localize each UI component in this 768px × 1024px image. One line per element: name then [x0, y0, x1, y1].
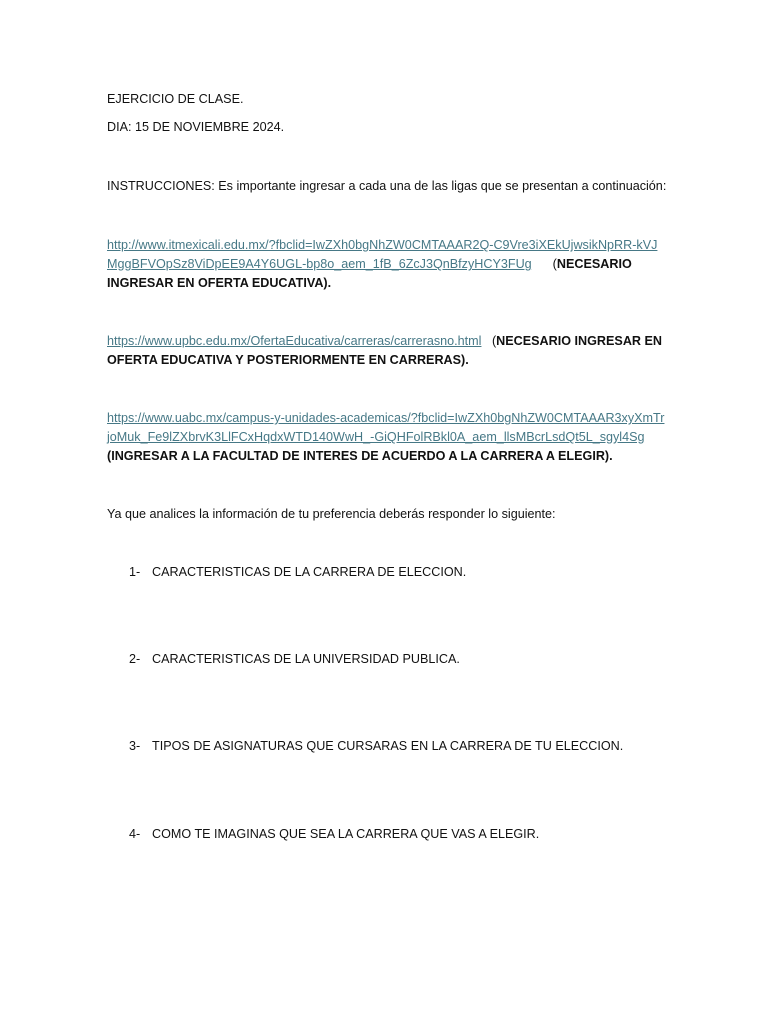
question-item [107, 563, 667, 582]
question-text: CARACTERISTICAS DE LA UNIVERSIDAD PUBLICA. [152, 652, 460, 666]
document-date: DIA: 15 DE NOVIEMBRE 2024. [107, 120, 285, 134]
link-note-open: ( [491, 334, 497, 348]
question-number: 1- [129, 565, 141, 579]
question-text: COMO TE IMAGINAS QUE SEA LA CARRERA QUE VAS A ELEGIR. [152, 827, 540, 841]
link-block-upbc [107, 332, 667, 370]
question-item [107, 825, 667, 844]
link-note-open: ( [552, 257, 557, 271]
link-itmexicali[interactable]: http://www.itmexicali.edu.mx/?fbclid=IwZXh0bgNhZW0CMTAAAR2Q-C9Vre3iXEkUjwsikNpRR-kVJMggBFVOpSz8ViDpEE9A4Y6UGL-bp8o_aem_1fB_6ZcJ3QnBfzyHCY3FUg [107, 238, 658, 271]
question-number: 2- [129, 652, 141, 666]
link-block-uabc [107, 409, 667, 466]
link-note-itmexicali: NECESARIO INGRESAR EN OFERTA EDUCATIVA). [107, 257, 632, 290]
instructions-text: INSTRUCCIONES: Es importante ingresar a cada una de las ligas que se presentan a continuación: [107, 179, 667, 193]
link-block-itmexicali [107, 236, 667, 293]
link-upbc[interactable]: https://www.upbc.edu.mx/OfertaEducativa/carreras/carrerasno.html [107, 334, 482, 348]
document-title: EJERCICIO DE CLASE. [107, 92, 244, 106]
link-uabc[interactable]: https://www.uabc.mx/campus-y-unidades-academicas/?fbclid=IwZXh0bgNhZW0CMTAAAR3xyXmTrjoMuk_Fe9lZXbrvK3LlFCxHqdxWTD140WwH_-GiQHFolRBkl0A_aem_llsMBcrLsdQt5L_sgyl4Sg [107, 411, 665, 444]
question-text: TIPOS DE ASIGNATURAS QUE CURSARAS EN LA CARRERA DE TU ELECCION. [152, 739, 624, 753]
link-note-upbc: NECESARIO INGRESAR EN OFERTA EDUCATIVA Y POSTERIORMENTE EN CARRERAS). [107, 334, 663, 367]
question-item [107, 737, 667, 756]
link-note-uabc: (INGRESAR A LA FACULTAD DE INTERES DE ACUERDO A LA CARRERA A ELEGIR). [107, 449, 613, 463]
document-page [107, 90, 667, 844]
question-item [107, 650, 667, 669]
question-number: 3- [129, 739, 141, 753]
intro-text: Ya que analices la información de tu preferencia deberás responder lo siguiente: [107, 507, 556, 521]
question-number: 4- [129, 827, 141, 841]
question-text: CARACTERISTICAS DE LA CARRERA DE ELECCION. [152, 565, 467, 579]
